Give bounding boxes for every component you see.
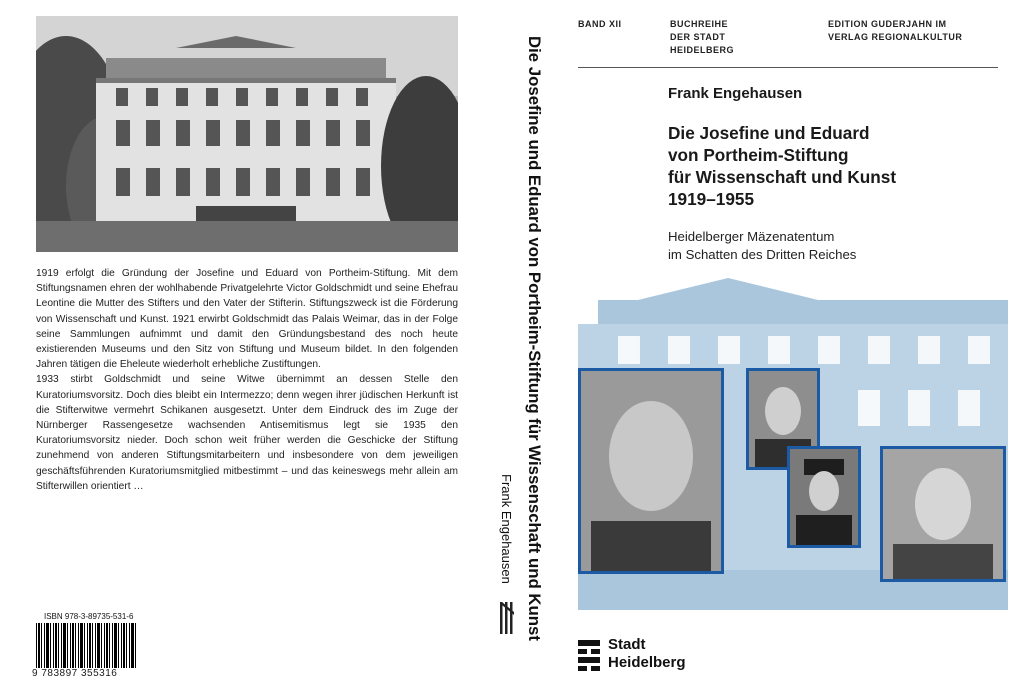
- subtitle-line: im Schatten des Dritten Reiches: [668, 247, 857, 262]
- title-line: für Wissenschaft und Kunst: [668, 167, 897, 187]
- stadt-heidelberg-logo: [578, 634, 718, 678]
- front-subtitle: [668, 228, 998, 264]
- logo-text-line-1: Stadt: [608, 636, 646, 653]
- logo-text-line-2: Heidelberg: [608, 654, 686, 671]
- city-logo-icon: [578, 640, 600, 672]
- spine: [478, 0, 558, 695]
- series-volume: BAND XII: [578, 19, 622, 29]
- isbn-label: ISBN 978-3-89735-531-6: [44, 612, 134, 621]
- building-photo-image: [36, 16, 458, 252]
- header-divider: [578, 67, 998, 68]
- barcode-digits: 9 783897 355316: [32, 668, 118, 679]
- back-cover-blurb: [36, 266, 458, 494]
- series-publisher: EDITION GUDERJAHN IM VERLAG REGIONALKULTUR: [828, 19, 963, 42]
- front-author: Frank Engehausen: [668, 85, 803, 102]
- back-cover: [0, 0, 478, 695]
- portrait-image: [790, 449, 858, 545]
- subtitle-line: Heidelberger Mäzenatentum: [668, 229, 835, 244]
- cover-illustration: [578, 270, 1008, 610]
- title-line: 1919–1955: [668, 189, 755, 209]
- title-line: von Portheim-Stiftung: [668, 145, 849, 165]
- portrait-image: [883, 449, 1003, 579]
- building-photo: [36, 16, 458, 252]
- front-title: [668, 122, 998, 210]
- blurb-paragraph-1: 1919 erfolgt die Gründung der Josefine und Eduard von Portheim-Stiftung. Mit dem Stiftungsnamen ehren der wohlhabende Privatgelehrte Victor Goldschmidt und seine Ehefrau Leontine die Mutter des Stifters und den Vater der Stifterin. Stiftungszweck ist die Förderung von Wissenschaft und Kunst. 1921 erwirbt Goldschmidt das Palais Weimar, das in der Folge seine Sammlungen aufnimmt und damit den Gründungsbestand des noch heute existierenden Museums und den Sitz von Stiftung und Museum bildet. In den folgenden Jahren tätigen die Eheleute wiederholt erhebliche Zustiftungen.: [36, 268, 458, 371]
- title-line: Die Josefine und Eduard: [668, 123, 870, 143]
- barcode-icon: [36, 623, 136, 668]
- spine-author: Frank Engehausen: [499, 474, 514, 584]
- blurb-paragraph-2: 1933 stirbt Goldschmidt und seine Witwe übernimmt an dessen Stelle den Kuratoriumsvorsitz. Doch dies bleibt ein Intermezzo; denn wegen ihrer jüdischen Herkunft ist die Stifterwitwe vermehrt Schikanen ausgesetzt. Unter dem Eindruck des im Zuge der Nürnberger Rassengesetze wachsenden Antisemitismus legt sie 1935 den Kuratoriumsvorsitz nieder. Doch schon weit früher werden die Geschicke der Stiftung zunehmend von anderen Stiftungsmitarbeitern und insbesondere von dem jeweiligen geschäftsführenden Kuratoriumsmitglied mitbestimmt – und das keineswegs mehr allein am Stifterwillen orientiert …: [36, 374, 458, 492]
- publisher-logo-icon: [498, 600, 518, 636]
- spine-text-rotated: [478, 0, 558, 695]
- portrait-man-3: [787, 446, 861, 548]
- spine-title: Die Josefine und Eduard von Portheim-Stiftung für Wissenschaft und Kunst: [525, 36, 544, 641]
- portrait-image: [581, 371, 721, 571]
- portrait-man-4: [880, 446, 1006, 582]
- portrait-man-1: [578, 368, 724, 574]
- logo-text: [608, 636, 686, 672]
- front-cover: [558, 0, 1009, 695]
- series-name: BUCHREIHE DER STADT HEIDELBERG: [670, 19, 735, 55]
